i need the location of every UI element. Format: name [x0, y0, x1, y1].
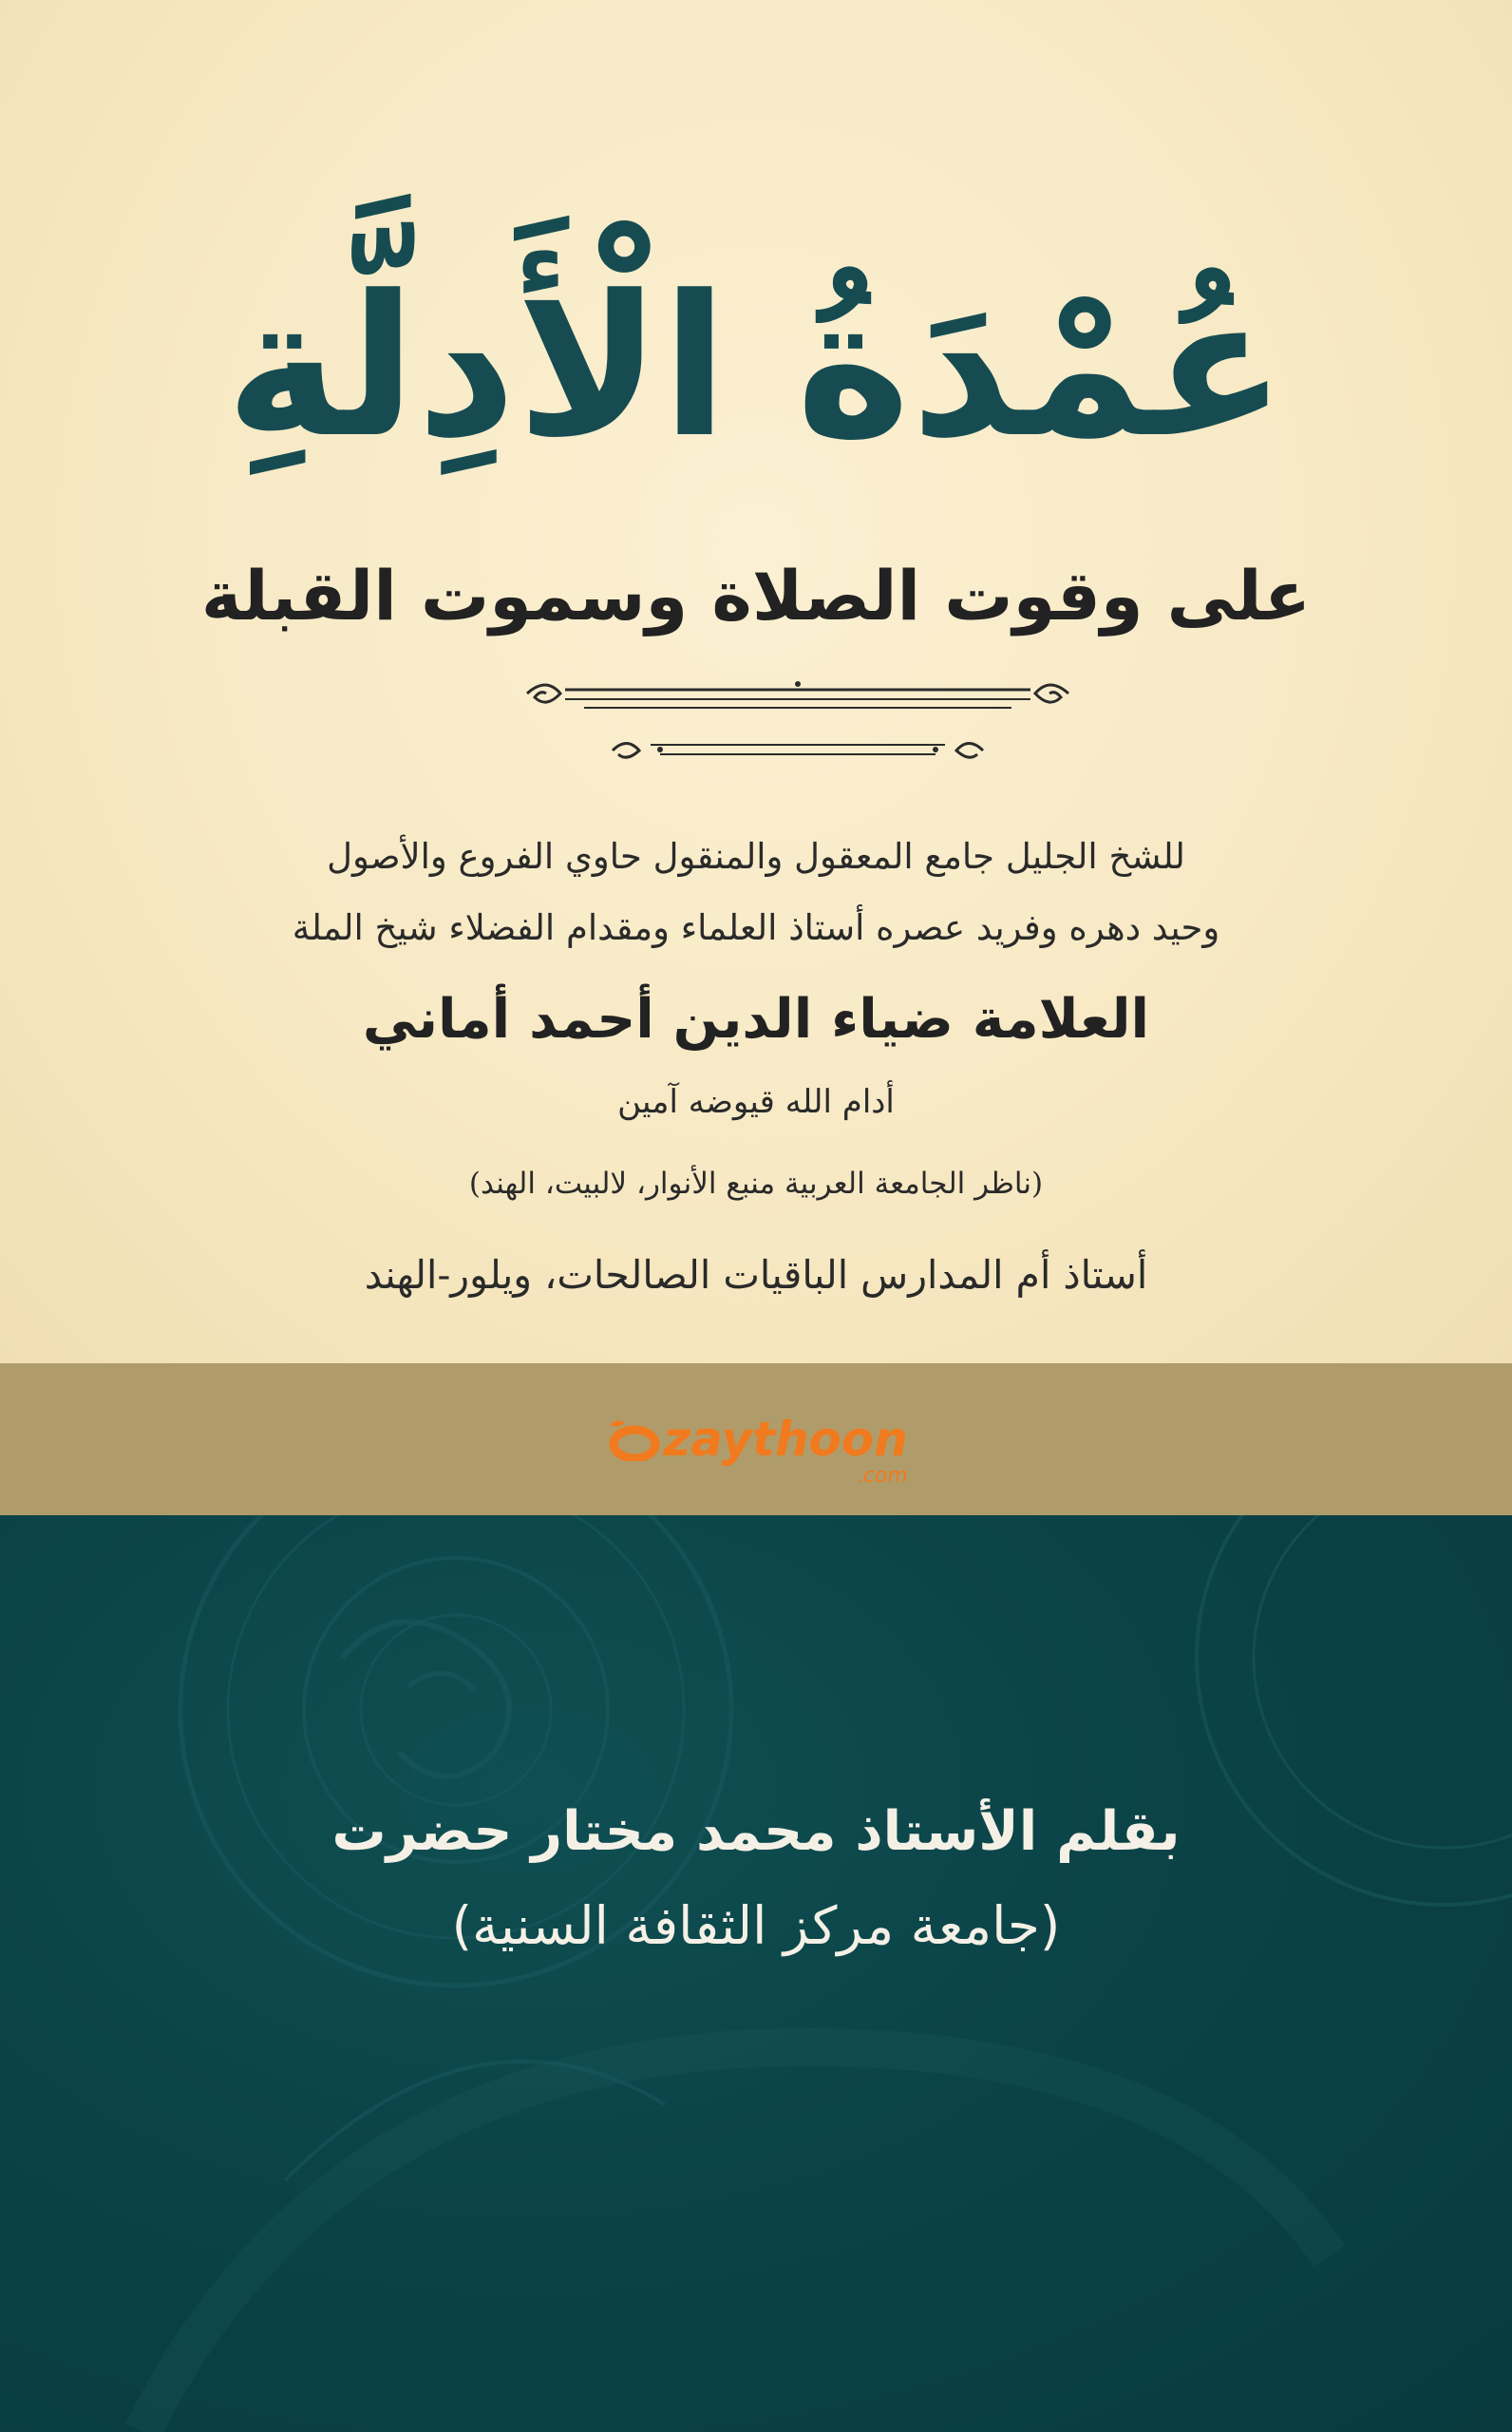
- publisher-logo-text: zaythoon: [663, 1412, 908, 1467]
- book-title: عُمْدَةُ الْأَدِلَّةِ: [225, 255, 1287, 481]
- decorative-medallion-background: [0, 1515, 1512, 2432]
- publisher-logo-domain: .com: [856, 1464, 908, 1488]
- publisher-logo: [604, 1412, 908, 1488]
- author-line: بقلم الأستاذ محمد مختار حضرت: [331, 1800, 1181, 1863]
- scholar-prayer: أدام الله قيوضه آمين: [617, 1083, 895, 1121]
- scholar-institution: (ناظر الجامعة العربية منبع الأنوار، لالبيت، الهند): [468, 1167, 1044, 1201]
- cover-bottom-panel: [0, 1515, 1512, 2432]
- author-institution: (جامعة مركز الثقافة السنية): [451, 1895, 1061, 1956]
- publisher-band: [0, 1363, 1512, 1515]
- description-line-1: للشخ الجليل جامع المعقول والمنقول حاوي الفروع والأصول: [327, 836, 1185, 877]
- description-line-2: وحيد دهره وفريد عصره أستاذ العلماء ومقدام الفضلاء شيخ الملة: [292, 907, 1220, 948]
- scholar-teacher-line: أستاذ أم المدارس الباقيات الصالحات، ويلور-الهند: [364, 1252, 1148, 1298]
- ornamental-divider: [489, 665, 1106, 779]
- book-subtitle: على وقوت الصلاة وسموت القبلة: [200, 556, 1312, 636]
- scholar-name: العلامة ضياء الدين أحمد أماني: [362, 988, 1150, 1051]
- olive-leaf-icon: [604, 1417, 661, 1461]
